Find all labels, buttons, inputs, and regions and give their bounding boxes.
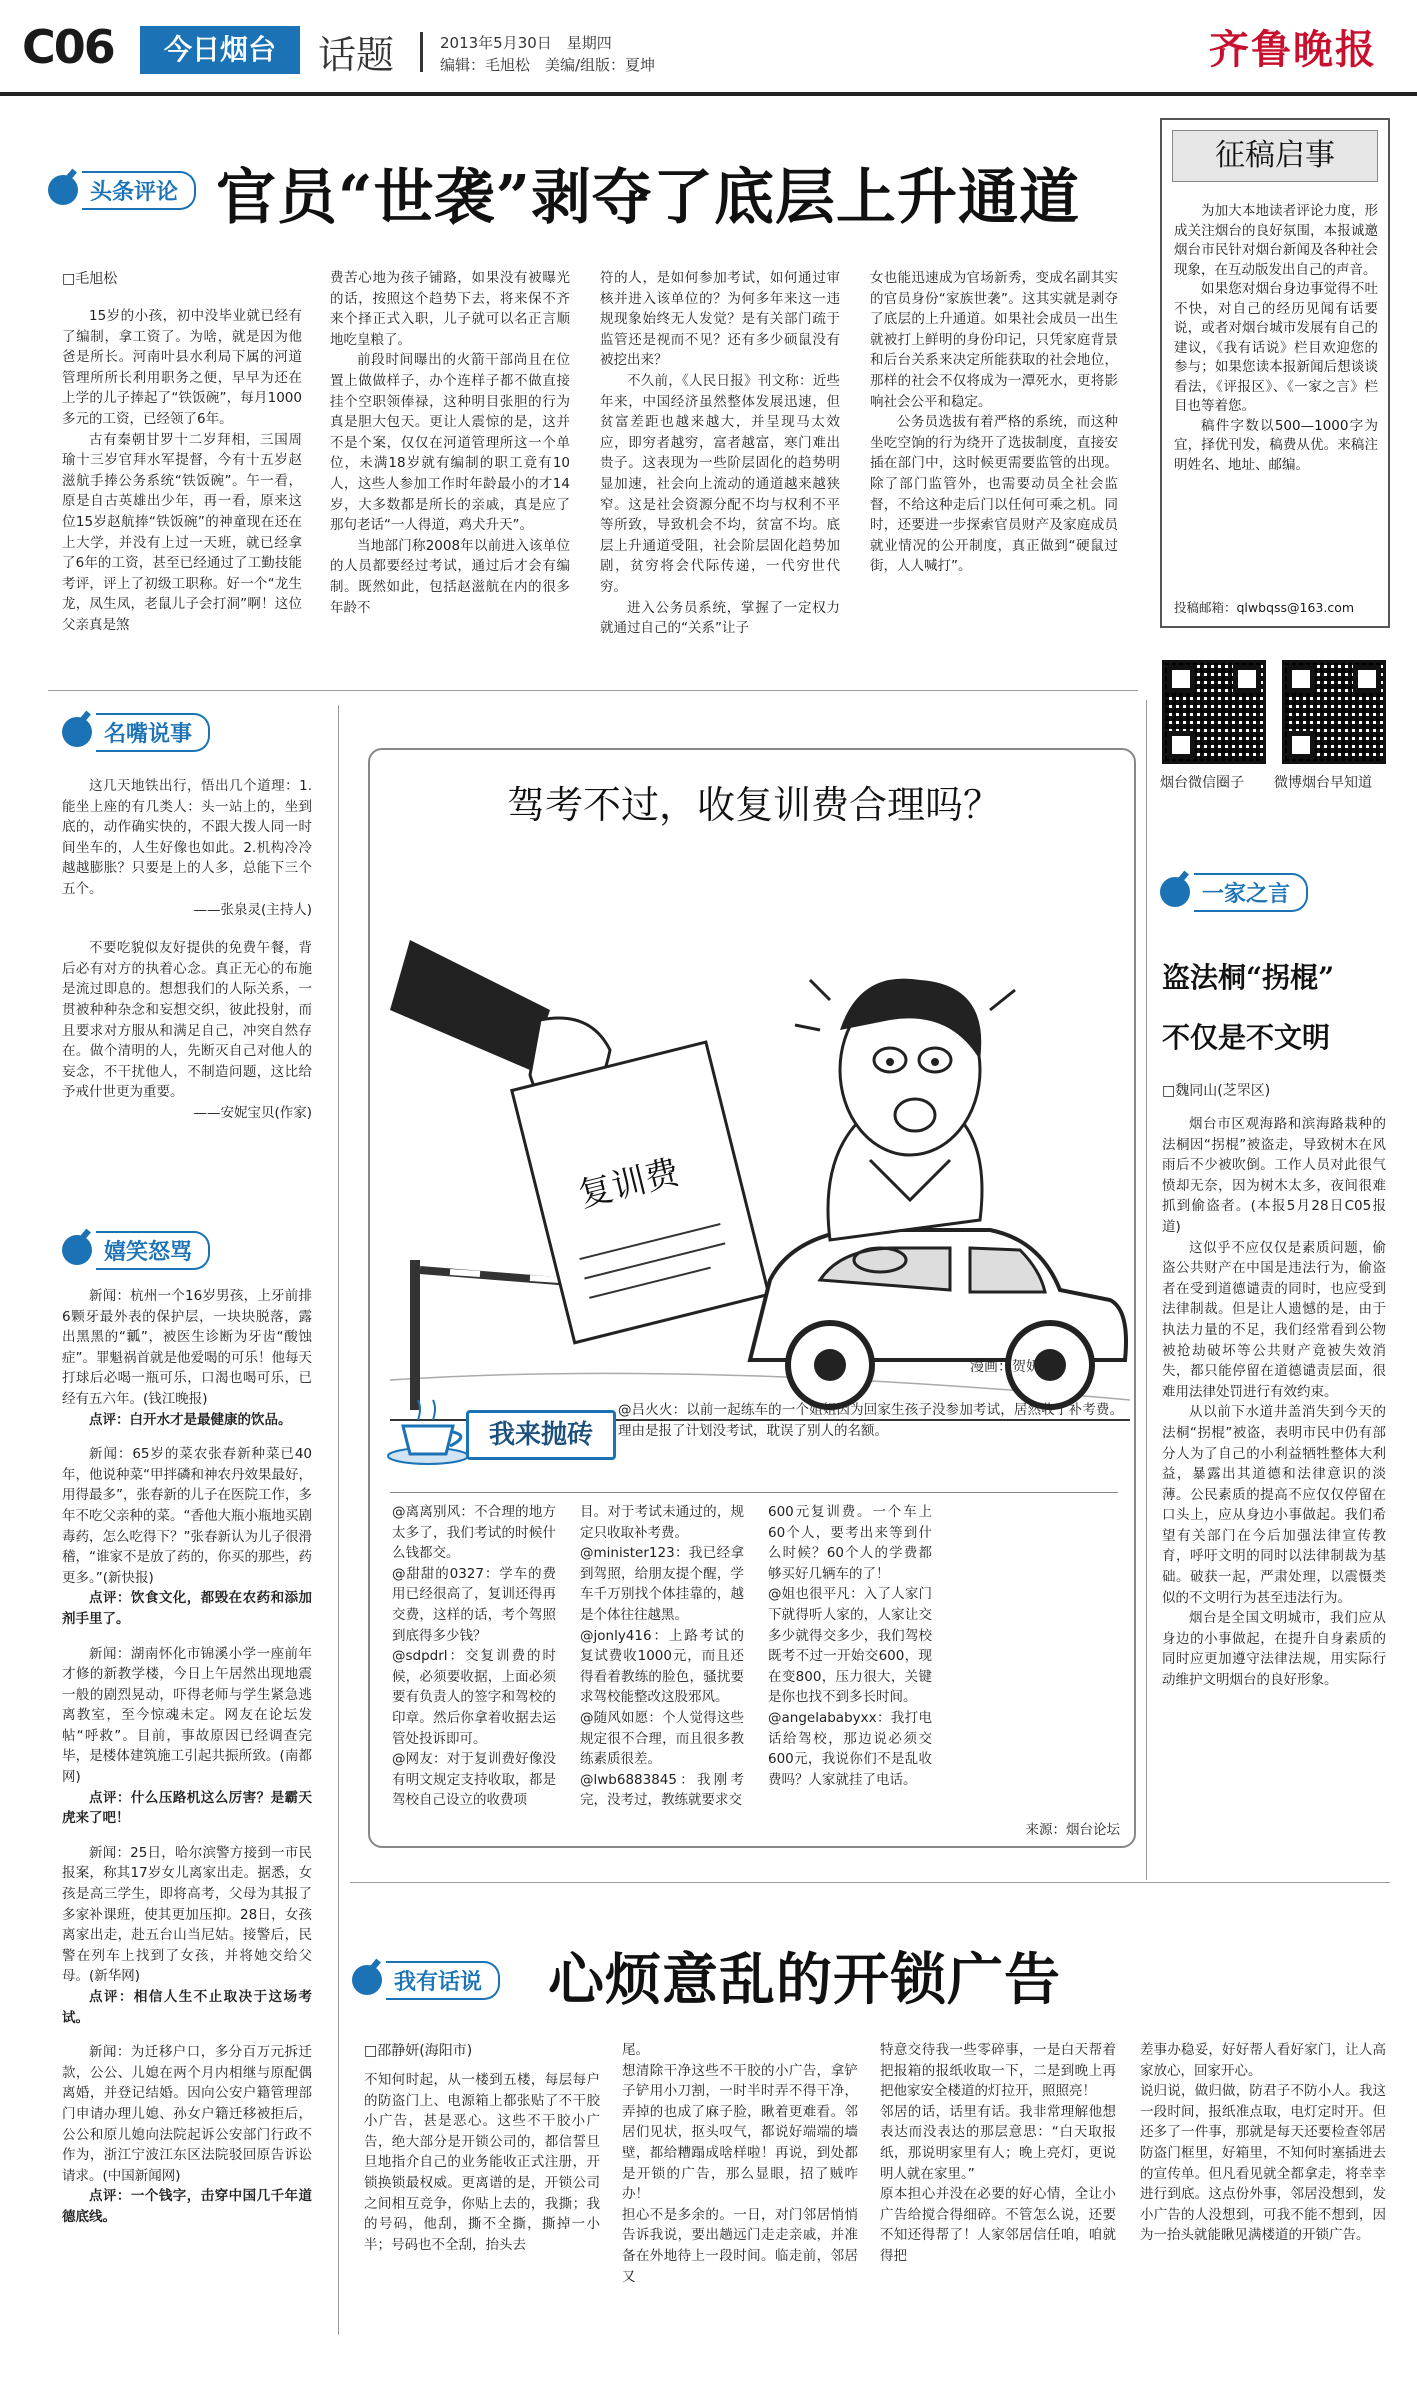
news-comment: 点评：相信人生不止取决于这场考试。: [62, 1989, 312, 2026]
qr-code-icon[interactable]: [1162, 660, 1266, 764]
comments-column-4: [956, 1502, 1120, 1816]
divider: [48, 690, 1138, 691]
comments-source: 来源：烟台论坛: [1025, 1822, 1120, 1838]
column-tag-label: 头条评论: [82, 171, 196, 210]
news-item: 新闻：25日，哈尔滨警方接到一市民报案，称其17岁女儿离家出走。据悉，女孩是高三学生，即将高考，父母为其报了多家补课班，使其更加压抑。28日，女孩离家出走，赴五台山当尼姑。接警后，民警在列车上找到了女孩，并将她交给父母。(新华网): [62, 1844, 312, 1985]
news-comment: 点评：饮食文化，都毁在农药和添加剂手里了。: [62, 1590, 312, 1627]
signature: ——张泉灵(主持人): [193, 901, 312, 918]
column-tag-label: 我有话说: [386, 1961, 500, 2000]
opinion-headline: 盗法桐“拐棍”: [1162, 961, 1335, 994]
section-label: 今日烟台: [140, 26, 300, 74]
qr-label: 烟台微信圈子: [1160, 775, 1244, 791]
pen-icon: [1160, 877, 1190, 907]
opinion-subheadline: 不仅是不文明: [1162, 1021, 1331, 1054]
news-item: 新闻：杭州一个16岁男孩，上牙前排6颗牙最外表的保护层，一块块脱落，露出黑黑的“瓤”，被医生诊断为牙齿“酸蚀症”。罪魁祸首就是他爱喝的可乐！他每天打球后必喝一瓶可乐，口渴也喝可乐，已经有五六年。(钱江晚报): [62, 1288, 312, 1407]
paragraph: 如果您对烟台身边事觉得不吐不快，对自己的经历见闻有话要说，或者对烟台城市发展有自己的建议，《我有话说》栏目欢迎您的参与；如果您读本报新闻后想谈谈看法，《评报区》、《一家之言》栏目也等着您。: [1174, 281, 1378, 414]
comments-column-2: 目。对于考试未通过的，规定只收取补考费。 @minister123：我已经拿到驾照，给朋友提个醒，学车千万别找个体挂靠的，越是个体往往越黑。 @jonly416：上路考试的复试费收1000元，而且还得看着教练的脸色，骚扰要求驾校能整改这股邪风。 @随风如愿：个人觉得这些规定很不合理，而且很多教练素质很差。 @lwb6883845：我刚考完，没考过，教练就要求交: [580, 1504, 744, 1809]
opinion-byline: □魏同山(芝罘区): [1162, 1083, 1271, 1099]
comments-column-3: 600元复训费。一个车上60个人，要考出来等到什么时候？60个人的学费都够买好几辆车的了！ @姐也很平凡：入了人家门下就得听人家的，人家让交多少就得交多少，我们驾校既考不过一开始交600，现在变800，压力很大，关键是你也找不到多长时间。 @angelababyxx：我打电话给驾校，那边说必须交600元，我说你们不是乱收费吗？人家就挂了电话。: [768, 1504, 932, 1788]
news-comment: 点评：什么压路机这么厉害？是霸天虎来了吧！: [62, 1789, 312, 1827]
story-column-1: 不知何时起，从一楼到五楼，每层每户的防盗门上、电源箱上都张贴了不干胶小广告，甚是恶心。这些不干胶小广告，绝大部分是开锁公司的，都信誓旦旦地指介自己的业务能收正式注册，开锁换锁最权威。更离谱的是，开锁公司之间相互竞争，你贴上去的，我撕；我的号码，他刮，撕不全撕，撕掉一小半；号码也不全刮，抬头去: [364, 2072, 600, 2253]
paragraph: 不要吃貌似友好提供的免费午餐，背后必有对方的执着心念。真正无心的布施是流过即息的。想想我们的人际关系，一贯被种种杂念和妄想交织，彼此投射，而且要求对方服从和满足自己，冲突自然存在。做个清明的人，先断灭自己对他人的妄念，不干扰他人，不制造问题，这比给予戒什世更为重要。: [62, 940, 312, 1101]
column-tag-story: [352, 1960, 500, 2000]
cartoon-credit: 漫画：贺妍妍: [970, 1359, 1054, 1375]
newspaper-logo: 齐鲁晚报: [1209, 26, 1377, 73]
feature-title: 驾考不过，收复训费合理吗？: [506, 783, 1001, 827]
masthead-meta: [440, 32, 655, 76]
paragraph: 烟台市区观海路和滨海路栽种的法桐因“拐棍”被盗走，导致树木在风雨后不少被吹倒。工作人员对此很气愤却无奈，因为树木太多，夜间很难抓到偷盗者。(本报5月28日C05报道): [1162, 1116, 1386, 1235]
paragraph: 不久前，《人民日报》刊文称：近些年来，中国经济虽然整体发展迅速，但贫富差距也越来越大，并呈现马太效应，即穷者越穷，富者越富，寒门难出贵子。这表现为一些阶层固化的趋势明显加速，社会向上流动的通道越来越狭窄。这是社会资源分配不均与权利不平等所致，导致机会不均，贫富不均。底层上升通道受阻，社会阶层固化趋势加剧，贫穷将会代际传递，一代穷世代穷。: [600, 372, 840, 595]
column-tag-label: 嬉笑怒骂: [96, 1231, 210, 1270]
column-tag-label: 一家之言: [1194, 873, 1308, 912]
cartoon-document-text: 复训费: [574, 1152, 684, 1216]
story-byline: □邵静妍(海阳市): [364, 2043, 473, 2059]
paragraph: 烟台是全国文明城市，我们应从身边的小事做起，在提升自身素质的同时应更加遵守法律法规，用实际行动维护文明烟台的良好形象。: [1162, 1610, 1386, 1689]
paragraph: 稿件字数以500—1000字为宜，择优刊发，稿费从优。来稿注明姓名、地址、邮编。: [1174, 417, 1378, 473]
submission-email[interactable]: 投稿邮箱：qlwbqss@163.com: [1174, 600, 1355, 615]
feature-box: [368, 748, 1136, 1848]
paragraph: 当地部门称2008年以前进入该单位的人员都要经过考试，通过后才会有编制。既然如此，包括赵滋航在内的很多年龄不: [330, 537, 570, 616]
editor-line: 编辑：毛旭松 美编/组版：夏坤: [440, 56, 656, 74]
story-column-3: 特意交待我一些零碎事，一是白天帮着把报箱的报纸收取一下，二是到晚上再把他家安全楼道的灯拉开，照照亮！ 邻居的话，话里有话。我非常理解他想表达而没表达的那层意思：“白天取报纸，那说明家里有人；晚上亮灯，更说明人就在家里。” 原本担心并没在必要的好心情，全让小广告给搅合得细碎。不管怎么说，还要不知还得帮了！人家邻居信任咱，咱就得把: [880, 2042, 1116, 2264]
opinion-body: [1162, 1114, 1386, 1854]
news-item: 新闻：为迁移户口，多分百万元拆迁款，公公、儿媳在两个月内相继与原配偶离婚，并登记结婚。因向公安户籍管理部门申请办理儿媳、孙女户籍迁移被拒后，公公和原儿媳向法院起诉公安部门行政不作为，浙江宁波江东区法院驳回原告诉讼请求。(中国新闻网): [62, 2044, 312, 2184]
divider: [350, 1882, 1390, 1883]
cup-icon: [378, 1396, 478, 1476]
paragraph: 符的人，是如何参加考试，如何通过审核并进入该单位的？为何多年来这一违规现象始终无人发觉？是有关部门疏于监管还是视而不见？还有多少硕鼠没有被挖出来？: [600, 270, 840, 369]
column-tag-jokes: [62, 1230, 210, 1270]
pen-icon: [48, 175, 78, 205]
paragraph: 古有秦朝甘罗十二岁拜相，三国周瑜十三岁官拜水军提督，今有十五岁赵滋航手捧公务系统“铁饭碗”。午一看，原是自古英雄出少年，再一看，原来这位15岁赵航捧“铁饭碗”的神童现在还在上大学，并没有上过一天班，就已经拿了6年的工资，甚至已经通过了工勤技能考评，评上了初级工职称。好一个“龙生龙，凤生凤，老鼠儿子会打洞”啊！这位父亲真是煞: [62, 431, 302, 633]
column-tag-opinion: [1160, 872, 1308, 912]
jokes-list: [62, 1286, 312, 2346]
notice-title: 征稿启事: [1172, 130, 1378, 182]
column-tag-brick: [374, 1390, 594, 1480]
topic-label: 话题: [318, 33, 395, 77]
divider: [1146, 700, 1147, 1880]
story-headline: 心烦意乱的开锁广告: [548, 1947, 1061, 2013]
paragraph: 进入公务员系统，掌握了一定权力就通过自己的“关系”让子: [600, 599, 840, 637]
lead-headline: 官员“世袭”剥夺了底层上升通道: [216, 163, 1081, 233]
comments-column-1: @离离别风：不合理的地方太多了，我们考试的时候什么钱都交。 @甜甜的0327：学车的费用已经很高了，复训还得再交费，这样的话，考个驾照到底得多少钱？ @sdpdrl：交复训费的时候，必须要收据，上面必须要有负责人的签字和驾校的印章。然后你拿着收据去运管处投诉即可。 @网友：对于复训费好像没有明文规定支持收取，都是驾校自己设立的收费项: [392, 1504, 556, 1809]
news-item: 新闻：65岁的菜农张春新种菜已40年，他说种菜“甲拌磷和神农丹效果最好，用得最多”，张春新的儿子在医院工作，多年不吃父亲种的菜。“香他大瓶小瓶地买剧毒药，怎么吃得下？”张春新认为儿子很滑稽，“谁家不是放了药的，你买的那些，药更多。”(新快报): [62, 1446, 312, 1586]
feature-intro: @吕火火：以前一起练车的一个姐姐因为回家生孩子没参加考试，居然收了补考费。理由是报了计划没考试，耽误了别人的名额。: [618, 1402, 1123, 1439]
page-number: C06: [22, 20, 114, 74]
story-column-4: 差事办稳妥，好好帮人看好家门，让人高家放心，回家开心。 说归说，做归做，防君子不防小人。我这一段时间，报纸准点取，电灯定时开。但还多了一件事，那就是每天还要检查邻居防盗门框里，好箱里，不知何时塞插进去的宣传单。但凡看见就全都拿走，将幸幸进行到底。这点份外事，邻居没想到，发小广告的人没想到，可我不能不想到，因为一抬头就能瞅见满楼道的开锁广告。: [1140, 2042, 1386, 2244]
lead-column-1: [62, 306, 302, 678]
column-tag-celebrity: [62, 712, 210, 752]
story-column-2: 尾。 想清除干净这些不干胶的小广告，拿铲子铲用小刀割，一时半时弄不得干净，弄掉的也成了麻子脸，瞅着更难看。邻居们见状，抠头叹气，都说好端端的墙壁，都给糟蹋成啥样啦！再说，到处都是开锁的广告，那么显眼，招了贼咋办！ 担心不是多余的。一日，对门邻居悄悄告诉我说，要出趟远门走走亲戚，并准备在外地待上一段时间。临走前，邻居又: [622, 2042, 858, 2285]
lead-byline: □毛旭松: [62, 271, 118, 287]
date-line: 2013年5月30日 星期四: [440, 34, 612, 52]
paragraph: 从以前下水道井盖消失到今天的法桐“拐棍”被盗，表明市民中仍有部分人为了自己的小利益牺牲整体大利益，暴露出其道德和法律意识的淡薄。公民素质的提高不应仅仅停留在口头上，应从身边小事做起。我们希望有关部门在今后加强法律宣传教育，呼吁文明的同时以法律制裁为基础。破获一起，严肃处理，以震慑类似的不文明行为甚至违法行为。: [1162, 1404, 1386, 1606]
paragraph: 费苦心地为孩子铺路，如果没有被曝光的话，按照这个趋势下去，将来保不齐来个择正式入职，儿子就可以名正言顺地吃皇粮了。: [330, 270, 570, 348]
celebrity-quotes: [62, 776, 312, 1196]
column-tag-label: 我来抛砖: [466, 1410, 616, 1460]
paragraph: 这几天地铁出行，悟出几个道理：1.能坐上座的有几类人：头一站上的，坐到底的，动作确实快的，不跟大拨人同一时间坐车的，人生好像也如此。2.机构冷冷越越膨胀？只要是上的人多，总能下三个五个。: [62, 778, 312, 897]
signature: ——安妮宝贝(作家): [193, 1104, 312, 1121]
pen-icon: [352, 1965, 382, 1995]
notice-body: [1174, 202, 1378, 475]
lead-column-3: [600, 268, 840, 678]
news-item: 新闻：湖南怀化市锦溪小学一座前年才修的新教学楼，今日上午居然出现地震一般的剧烈晃动，吓得老师与学生紧急逃离教室，至今惊魂未定。网友在论坛发帖“呼救”。目前，事故原因已经调查完毕，是楼体建筑施工引起共振所致。(南都网): [62, 1645, 312, 1786]
paragraph: 这似乎不应仅仅是素质问题，偷盗公共财产在中国是违法行为，偷盗者在受到道德谴责的同时，也应受到法律制裁。但是让人遗憾的是，由于执法力量的不足，我们经常看到公物被抢劫破坏等公共财产竟被失效消失，都只能停留在道德谴责层面，很难用法律处罚进行有效约束。: [1162, 1239, 1386, 1400]
qr-code-icon[interactable]: [1282, 660, 1386, 764]
news-comment: 点评：白开水才是最健康的饮品。: [89, 1411, 292, 1428]
column-tag-lead: [48, 170, 196, 210]
news-comment: 点评：一个钱字，击穿中国几千年道德底线。: [62, 2188, 312, 2225]
qr-label: 微博烟台早知道: [1274, 775, 1372, 791]
pen-icon: [62, 1235, 92, 1265]
divider: [338, 705, 339, 2335]
paragraph: 女也能迅速成为官场新秀，变成名副其实的官员身份“家族世袭”。这其实就是剥夺了底层的上升通道。如果社会成员一出生就被打上鲜明的身份印记，只凭家庭背景和后台关系来决定所能获取的社会地位，那样的社会不仅将成为一潭死水，更将影响社会公平和稳定。: [870, 270, 1118, 410]
paragraph: 为加大本地读者评论力度，形成关注烟台的良好氛围，本报诚邀烟台市民针对烟台新闻及各种社会现象，在互动版发出自己的声音。: [1174, 203, 1378, 278]
call-for-submissions-box: [1160, 118, 1390, 628]
lead-column-4: [870, 268, 1118, 678]
masthead: [0, 0, 1417, 96]
column-tag-label: 名嘴说事: [96, 713, 210, 752]
paragraph: 公务员选拔有着严格的系统，而这种坐吃空饷的行为绕开了选拔制度，直接安插在部门中，这时候更需要监管的出现。除了部门监管外，也需要动员全社会监督，不给这种走后门以任何可乘之机。同时，还要进一步探索官员财产及家庭成员就业情况的公开制度，真正做到“硬鼠过街，人人喊打”。: [870, 414, 1118, 575]
paragraph: 15岁的小孩，初中没毕业就已经有了编制，拿工资了。为啥，就是因为他爸是所长。河南叶县水利局下属的河道管理所所长利用职务之便，早早为还在上学的儿子捧起了“铁饭碗”，每月1000多元的工资，已经领了6年。: [62, 308, 302, 427]
paragraph: 前段时间曝出的火箭干部尚且在位置上做做样子，办个连样子都不做直接挂个空职领俸禄，这种明目张胆的行为真是胆大包天。更让人震惊的是，这并不是个案，仅仅在河道管理所这一个单位，未满18岁就有编制的职工竟有10人，这些人参加工作时年龄最小的才14岁，大多数都是所长的亲戚，真是应了那句老话“一人得道，鸡犬升天”。: [330, 352, 570, 534]
divider: [390, 1492, 1118, 1493]
pen-icon: [62, 717, 92, 747]
divider: [420, 32, 423, 72]
lead-column-2: [330, 268, 570, 678]
